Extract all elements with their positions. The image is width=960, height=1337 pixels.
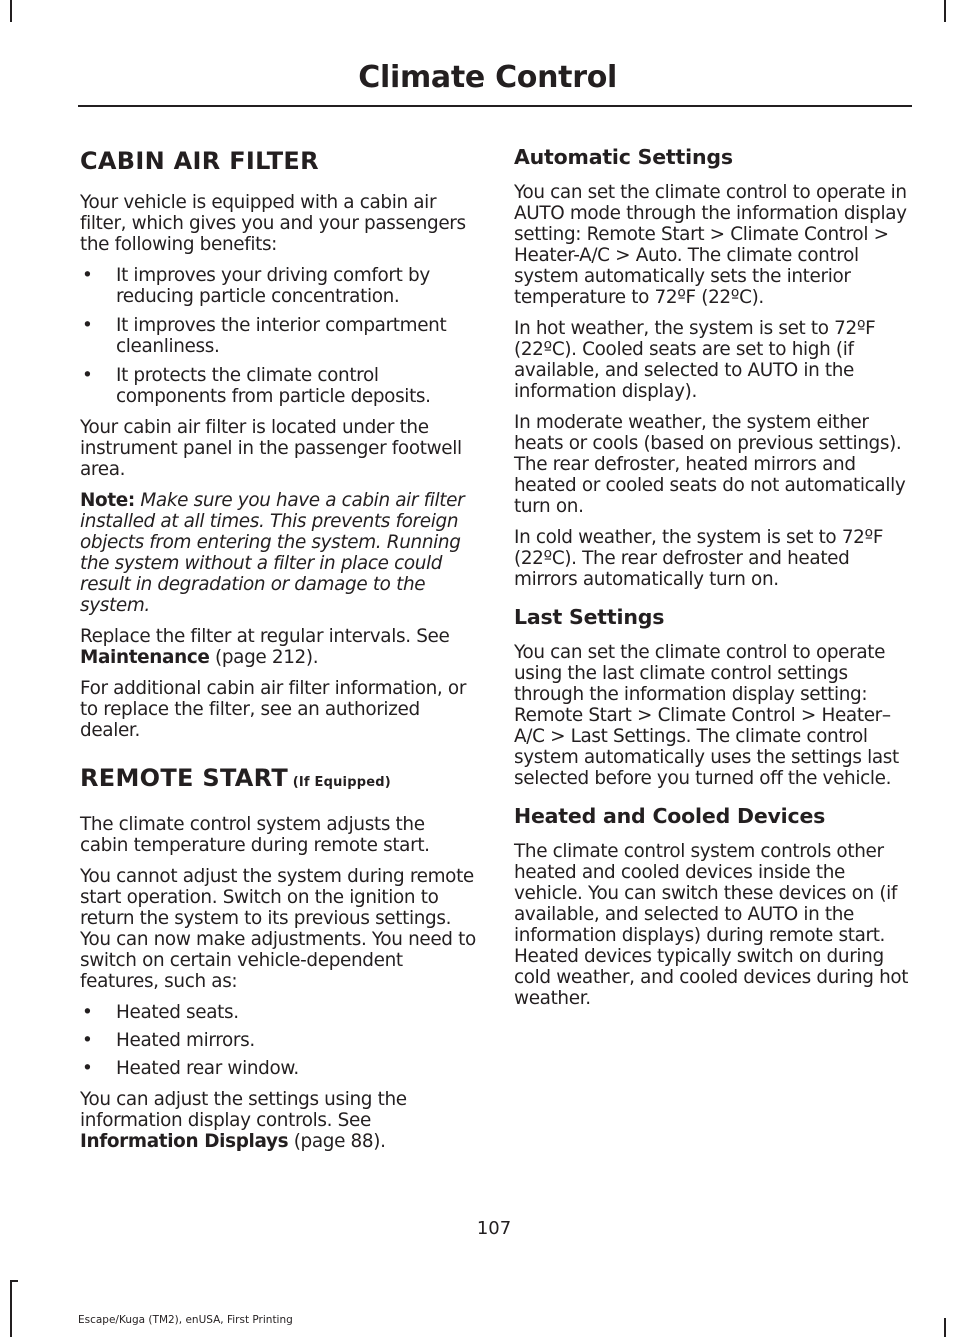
paragraph: In moderate weather, the system either heats or cools (based on previous settings). The rear defroster, heated mirrors and heated or cooled seats do not automatically turn on. [514, 412, 906, 517]
paragraph: Your cabin air filter is located under the instrument panel in the passenger footwell area. [80, 417, 462, 480]
list-item: • Heated seats. [80, 1002, 476, 1023]
list-item: • It improves the interior compartment cleanliness. [80, 315, 476, 357]
crop-mark [10, 1280, 12, 1337]
left-column [80, 140, 476, 1162]
section-heading-remote-start [80, 763, 476, 798]
paragraph: You cannot adjust the system during remote start operation. Switch on the ignition to return the system to its previous settings. You can now make adjustments. You need to switch on certain vehicle-dependent features, such as: [80, 866, 476, 992]
information-displays-link[interactable]: Information Displays [80, 1131, 289, 1152]
text: (page 88). [288, 1131, 386, 1152]
heading-text: REMOTE START [80, 764, 289, 792]
subheading-automatic-settings: Automatic Settings [514, 145, 733, 169]
list-item: • It improves your driving comfort by reducing particle concentration. [80, 265, 476, 307]
paragraph: You can set the climate control to operate in AUTO mode through the information display setting: Remote Start > Climate Control > Heater-A/C > Auto. The climate control system automatically sets the interior temperature to 72ºF (22ºC). [514, 182, 907, 308]
paragraph: Your vehicle is equipped with a cabin air filter, which gives you and your passengers the following benefits: [80, 192, 466, 255]
crop-mark [10, 0, 12, 22]
text: (page 212). [209, 647, 319, 668]
heading-qualifier: (If Equipped) [288, 775, 391, 790]
crop-mark [10, 1280, 18, 1282]
text: You can adjust the settings using the information display controls. See [80, 1089, 407, 1131]
page-number: 107 [476, 1218, 512, 1239]
note [80, 490, 476, 616]
paragraph: In cold weather, the system is set to 72ºF (22ºC). The rear defroster and heated mirrors automatically turn on. [514, 527, 884, 590]
text: Replace the filter at regular intervals. See [80, 626, 450, 647]
paragraph [80, 1089, 476, 1152]
crop-mark [944, 1318, 946, 1337]
paragraph: In hot weather, the system is set to 72ºF (22ºC). Cooled seats are set to high (if available, and selected to AUTO in the information display). [514, 318, 876, 402]
note-text: Make sure you have a cabin air filter installed at all times. This prevents foreign objects from entering the system. Running the system without a filter in place could result in degradation or damage to the system. [80, 490, 465, 616]
list-item: • It protects the climate control components from particle deposits. [80, 365, 476, 407]
paragraph: For additional cabin air filter information, or to replace the filter, see an authorized dealer. [80, 678, 467, 741]
paragraph: You can set the climate control to operate using the last climate control settings through the information display setting: Remote Start > Climate Control > Heater–A/C > Last Settings. The climate control system automatically uses the settings last selected before you turned off the vehicle. [514, 642, 899, 789]
list-item: • Heated mirrors. [80, 1030, 476, 1051]
maintenance-link[interactable]: Maintenance [80, 647, 210, 668]
header-rule [78, 105, 912, 107]
paragraph [80, 626, 476, 668]
chapter-title: Climate Control [358, 60, 617, 95]
footer-text: Escape/Kuga (TM2), enUSA, First Printing [78, 1314, 293, 1326]
list-item: • Heated rear window. [80, 1058, 476, 1079]
features-list [80, 1002, 476, 1079]
subheading-last-settings: Last Settings [514, 605, 665, 629]
subheading-heated-cooled-devices: Heated and Cooled Devices [514, 804, 826, 828]
crop-mark [944, 0, 946, 22]
note-label: Note: [80, 490, 135, 511]
section-heading-cabin-air-filter: CABIN AIR FILTER [80, 147, 319, 175]
right-column [514, 140, 910, 1019]
paragraph: The climate control system controls other heated and cooled devices inside the vehicle. You can switch these devices on (if available, and selected to AUTO in the information displays) during remote start. Heated devices typically switch on during cold weather, and cooled devices during hot weather. [514, 841, 909, 1009]
paragraph: The climate control system adjusts the cabin temperature during remote start. [80, 814, 430, 856]
benefits-list [80, 265, 476, 407]
